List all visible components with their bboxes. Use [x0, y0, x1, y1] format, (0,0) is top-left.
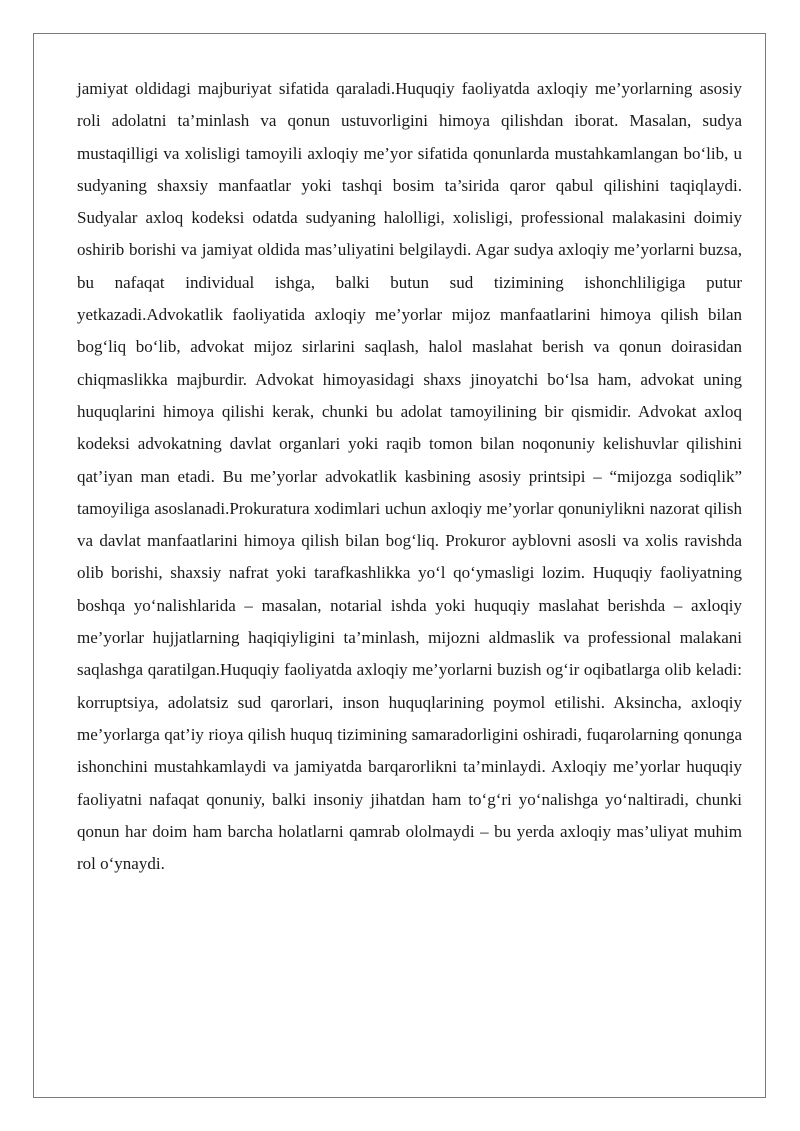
body-paragraph: jamiyat oldidagi majburiyat sifatida qaraladi.Huquqiy faoliyatda axloqiy me’yorlarning asosiy roli adolatni ta’minlash va qonun ustuvorligini himoya qilishdan iborat. Masalan, sudya mustaqilligi va xolisligi tamoyili axloqiy me’yor sifatida qonunlarda mustahkamlangan bo‘lib, u sudyaning shaxsiy manfaatlar yoki tashqi bosim ta’sirida qaror qabul qilishini taqiqlaydi. Sudyalar axloq kodeksi odatda sudyaning halolligi, xolisligi, professional malakasini doimiy oshirib borishi va jamiyat oldida mas’uliyatini belgilaydi. Agar sudya axloqiy me’yorlarni buzsa, bu nafaqat individual ishga, balki butun sud tizimining ishonchliligiga putur yetkazadi.Advokatlik faoliyatida axloqiy me’yorlar mijoz manfaatlarini himoya qilish bilan bog‘liq bo‘lib, advokat mijoz sirlarini saqlash, halol maslahat berish va qonun doirasidan chiqmaslikka majburdir. Advokat himoyasidagi shaxs jinoyatchi bo‘lsa ham, advokat uning huquqlarini himoya qilishi kerak, chunki bu adolat tamoyilining bir qismidir. Advokat axloq kodeksi advokatning davlat organlari yoki raqib tomon bilan noqonuniy kelishuvlar qilishini qat’iyan man etadi. Bu me’yorlar advokatlik kasbining asosiy printsipi – “mijozga sodiqlik” tamoyiliga asoslanadi.Prokuratura xodimlari uchun axloqiy me’yorlar qonuniylikni nazorat qilish va davlat manfaatlarini himoya qilish bilan bog‘liq. Prokuror ayblovni asosli va xolis ravishda olib borishi, shaxsiy nafrat yoki tarafkashlikka yo‘l qo‘ymasligi lozim. Huquqiy faoliyatning boshqa yo‘nalishlarida – masalan, notarial ishda yoki huquqiy maslahat berishda – axloqiy me’yorlar hujjatlarning haqiqiyligini ta’minlash, mijozni aldmaslik va professional malakani saqlashga qaratilgan.Huquqiy faoliyatda axloqiy me’yorlarni buzish og‘ir oqibatlarga olib keladi: korruptsiya, adolatsiz sud qarorlari, inson huquqlarining poymol etilishi. Aksincha, axloqiy me’yorlarga qat’iy rioya qilish huquq tizimining samaradorligini oshiradi, fuqarolarning qonunga ishonchini mustahkamlaydi va jamiyatda barqarorlikni ta’minlaydi. Axloqiy me’yorlar huquqiy faoliyatni nafaqat qonuniy, balki insoniy jihatdan ham to‘g‘ri yo‘nalishga yo‘naltiradi, chunki qonun har doim ham barcha holatlarni qamrab ololmaydi – bu yerda axloqiy mas’uliyat muhim rol o‘ynaydi. — [77, 79, 742, 874]
document-body — [77, 73, 742, 880]
